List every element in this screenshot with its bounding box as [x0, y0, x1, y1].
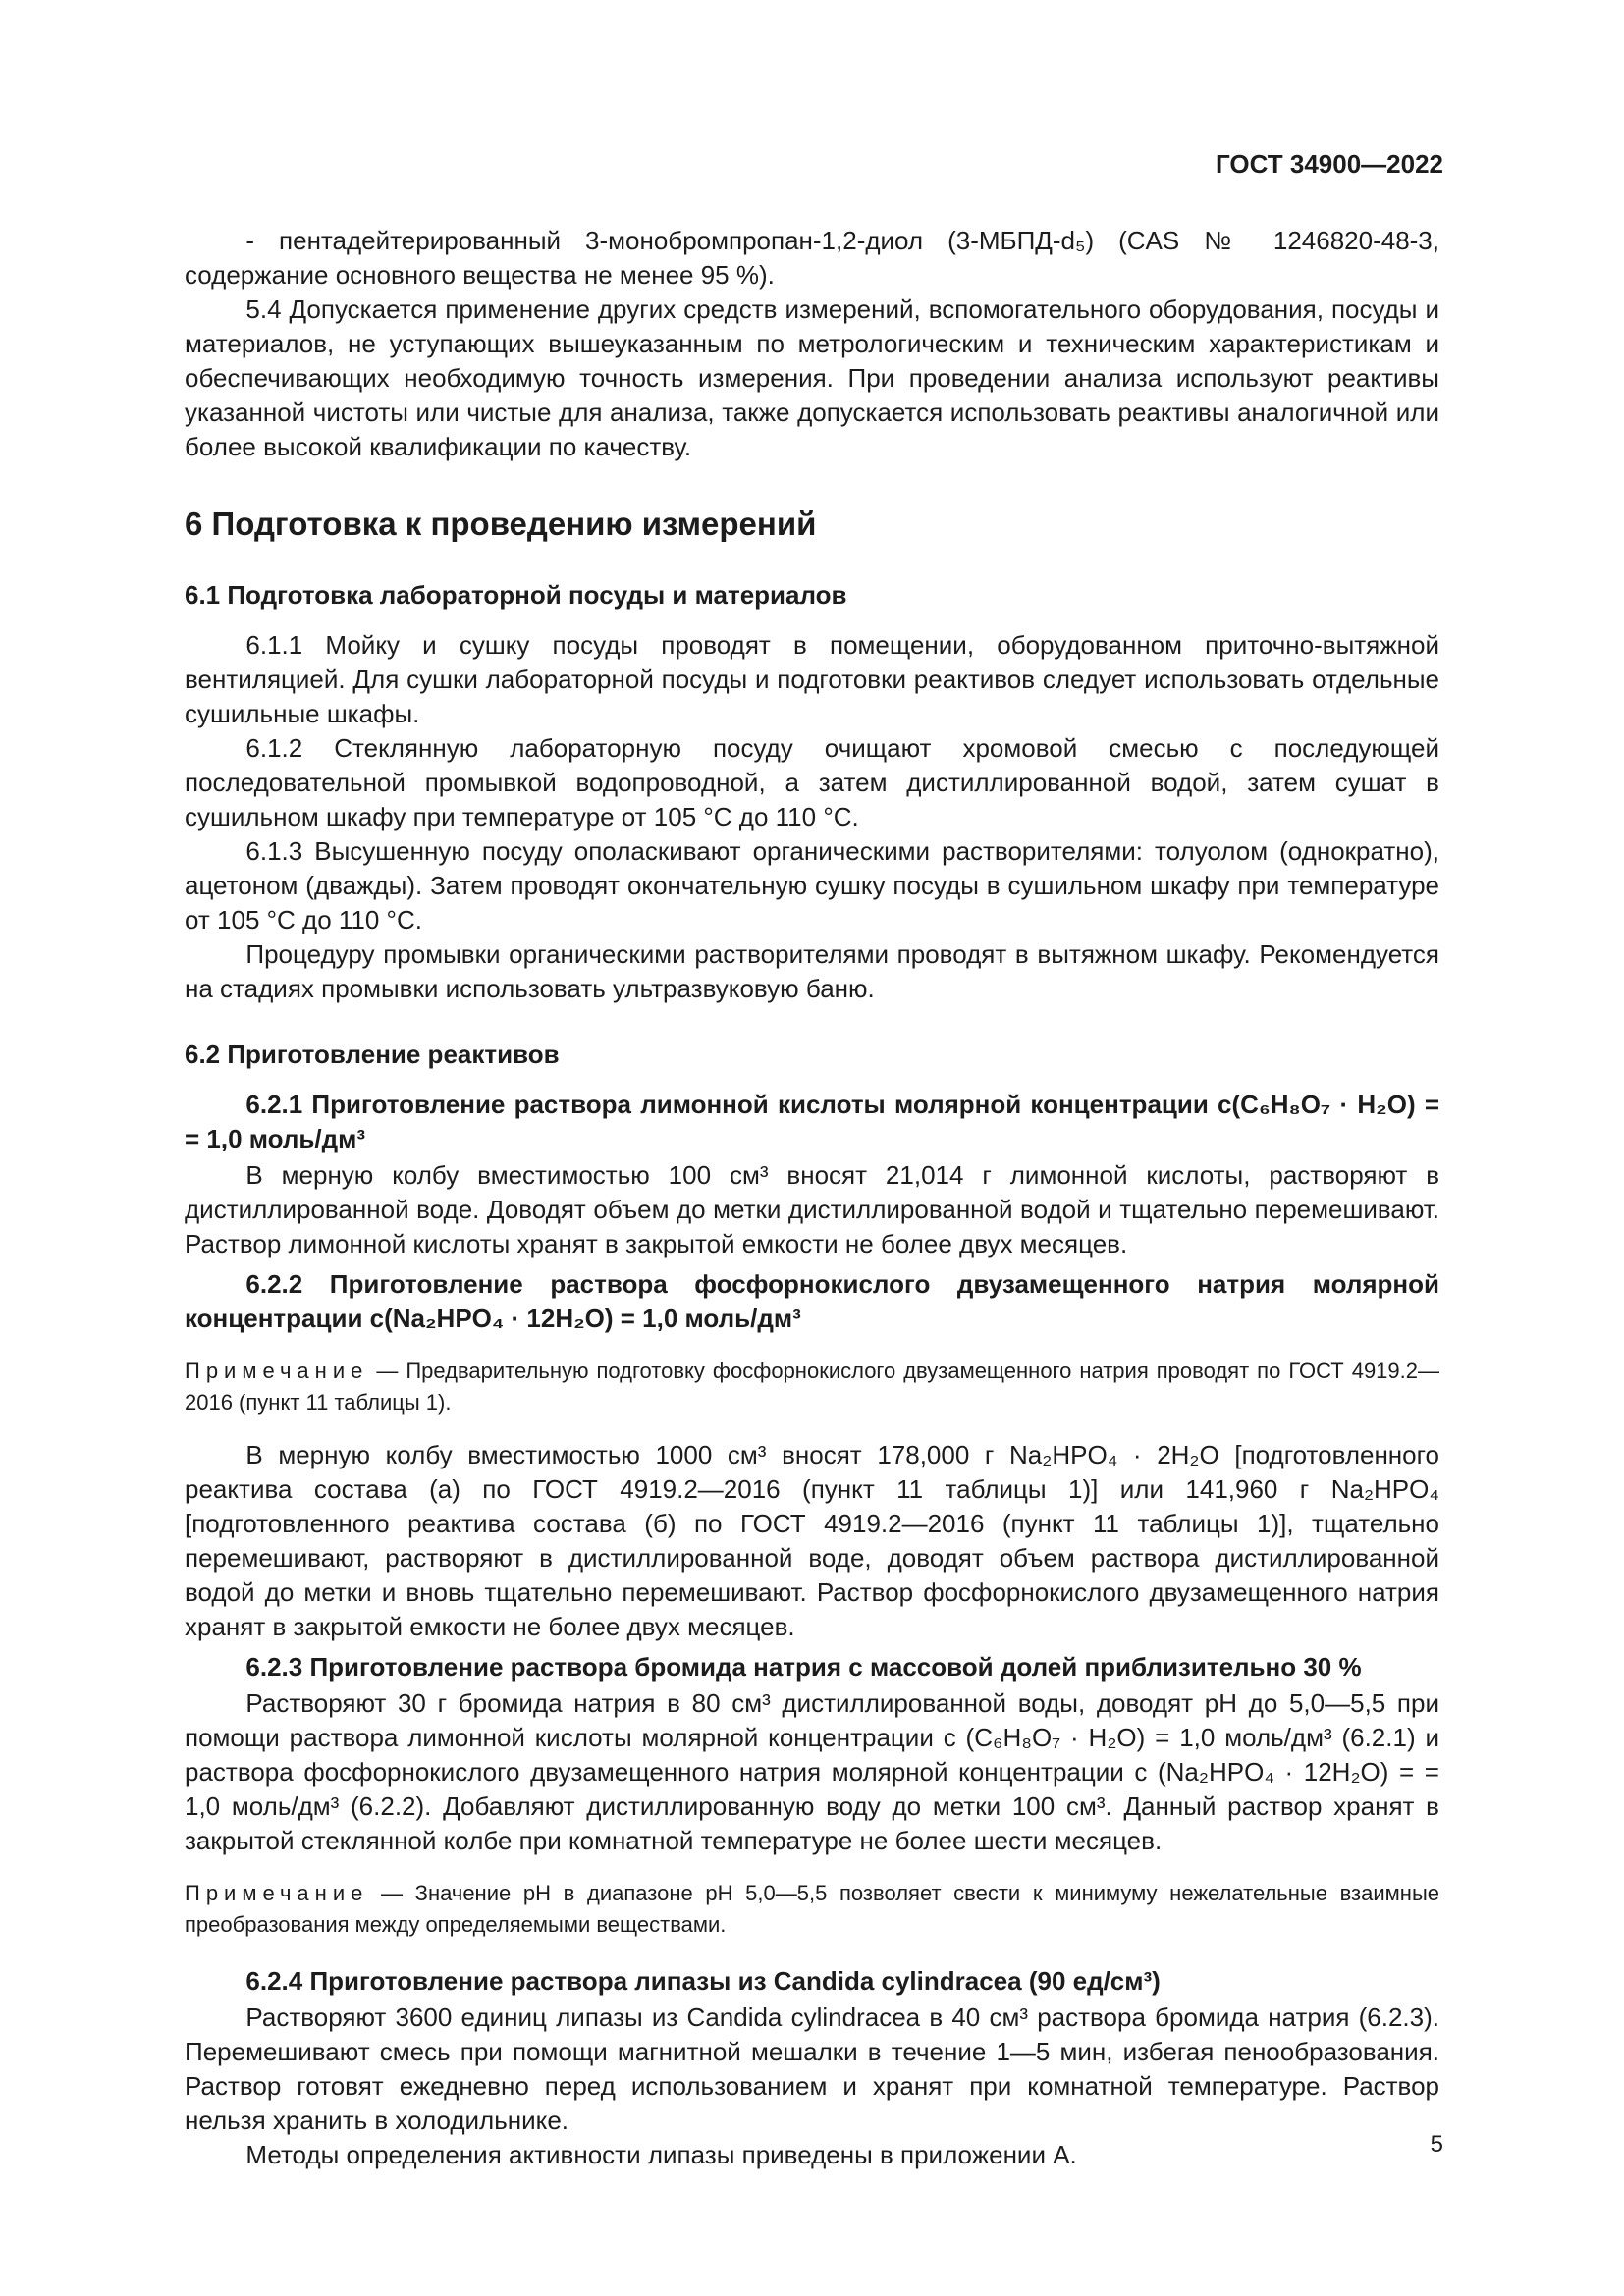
clause-heading-6-2-3: 6.2.3 Приготовление раствора бромида натрия с массовой долей приблизительно 30 % [245, 1652, 1362, 1682]
note-label: Примечание [185, 1881, 369, 1905]
paragraph-6-1-3-cont: Процедуру промывки органическими растворителями проводят в вытяжном шкафу. Рекомендуется на стадиях промывки использовать ультразвуковую баню. [185, 939, 1439, 1003]
clause-heading-6-2-1: 6.2.1 Приготовление раствора лимонной кислоты молярной концентрации c(C₆H₈O₇ · H₂O) = = 1,0 моль/дм³ [185, 1090, 1439, 1153]
paragraph-6-1-3: 6.1.3 Высушенную посуду ополаскивают органическими растворителями: толуолом (однократно), ацетоном (дважды). Затем проводят окончательную сушку посуды в сушильном шкафу при температуре от 105 °С до 110 °С. [185, 836, 1439, 934]
paragraph-6-2-4: Растворяют 3600 единиц липазы из Candida cylindracea в 40 см³ раствора бромида натрия (6.2.3). Перемешивают смесь при помощи магнитной мешалки в течение 1—5 мин, избегая пенообразования. Раствор готовят ежедневно перед использованием и хранят при комнатной температуре. Раствор нельзя хранить в холодильнике. [185, 2002, 1439, 2135]
note-text: — Значение pH в диапазоне pH 5,0—5,5 позволяет свести к минимуму нежелательные взаимные преобразования между определяемыми веществами. [185, 1881, 1439, 1937]
note-label: Примечание [185, 1359, 369, 1383]
paragraph-6-2-4-cont: Методы определения активности липазы приведены в приложении А. [245, 2140, 1077, 2169]
clause-heading-6-2-4: 6.2.4 Приготовление раствора липазы из Candida cylindracea (90 ед/см³) [245, 1966, 1161, 1996]
page-number: 5 [1430, 2131, 1443, 2158]
paragraph-6-1-2: 6.1.2 Стеклянную лабораторную посуду очищают хромовой смесью с последующей последовательной промывкой водопроводной, а затем дистиллированной водой, затем сушат в сушильном шкафу при температуре от 105 °С до 110 °С. [185, 733, 1439, 831]
document-header: ГОСТ 34900—2022 [1216, 149, 1443, 179]
paragraph-5-4: 5.4 Допускается применение других средств измерений, вспомогательного оборудования, посуды и материалов, не уступающих вышеуказанным по метрологическим и техническим характеристикам и обеспечивающих необходимую точность измерения. При проведении анализа используют реактивы указанной чистоты или чистые для анализа, также допускается использовать реактивы аналогичной или более высокой квалификации по качеству. [185, 294, 1439, 461]
subsection-heading-6-1: 6.1 Подготовка лабораторной посуды и материалов [185, 580, 847, 610]
section-heading-6: 6 Подготовка к проведению измерений [185, 506, 817, 542]
note-text: — Предварительную подготовку фосфорнокислого двузамещенного натрия проводят по ГОСТ 4919.2—2016 (пункт 11 таблицы 1). [185, 1359, 1439, 1415]
note-6-2-3 [185, 1878, 1439, 1941]
paragraph-6-2-2: В мерную колбу вместимостью 1000 см³ вносят 178,000 г Na₂HPO₄ · 2H₂O [подготовленного реактива состава (а) по ГОСТ 4919.2—2016 (пункт 11 таблицы 1)] или 141,960 г Na₂HPO₄ [подготовленного реактива состава (б) по ГОСТ 4919.2—2016 (пункт 11 таблицы 1)], тщательно перемешивают, растворяют в дистиллированной воде, доводят объем раствора дистиллированной водой до метки и вновь тщательно перемешивают. Раствор фосфорнокислого двузамещенного натрия хранят в закрытой емкости не более двух месяцев. [185, 1440, 1439, 1641]
paragraph-6-2-3: Растворяют 30 г бромида натрия в 80 см³ дистиллированной воды, доводят pH до 5,0—5,5 при помощи раствора лимонной кислоты молярной концентрации c (C₆H₈O₇ · H₂O) = 1,0 моль/дм³ (6.2.1) и раствора фосфорнокислого двузамещенного натрия молярной концентрации c (Na₂HPO₄ · 12H₂O) = = 1,0 моль/дм³ (6.2.2). Добавляют дистиллированную воду до метки 100 см³. Данный раствор хранят в закрытой стеклянной колбе при комнатной температуре не более шести месяцев. [185, 1688, 1439, 1855]
subsection-heading-6-2: 6.2 Приготовление реактивов [185, 1040, 560, 1069]
note-6-2-2 [185, 1356, 1439, 1418]
clause-heading-6-2-2: 6.2.2 Приготовление раствора фосфорнокислого двузамещенного натрия молярной концентрации c(Na₂HPO₄ · 12H₂O) = 1,0 моль/дм³ [185, 1269, 1439, 1333]
paragraph-intro-dash: - пентадейтерированный 3-монобромпропан-1,2-диол (3-МБПД-d₅) (CAS № 1246820-48-3, содержание основного вещества не менее 95 %). [185, 226, 1439, 290]
page-body [185, 224, 1439, 2172]
paragraph-6-1-1: 6.1.1 Мойку и сушку посуды проводят в помещении, оборудованном приточно-вытяжной вентиляцией. Для сушки лабораторной посуды и подготовки реактивов следует использовать отдельные сушильные шкафы. [185, 630, 1439, 728]
paragraph-6-2-1: В мерную колбу вместимостью 100 см³ вносят 21,014 г лимонной кислоты, растворяют в дистиллированной воде. Доводят объем до метки дистиллированной водой и тщательно перемешивают. Раствор лимонной кислоты хранят в закрытой емкости не более двух месяцев. [185, 1160, 1439, 1258]
